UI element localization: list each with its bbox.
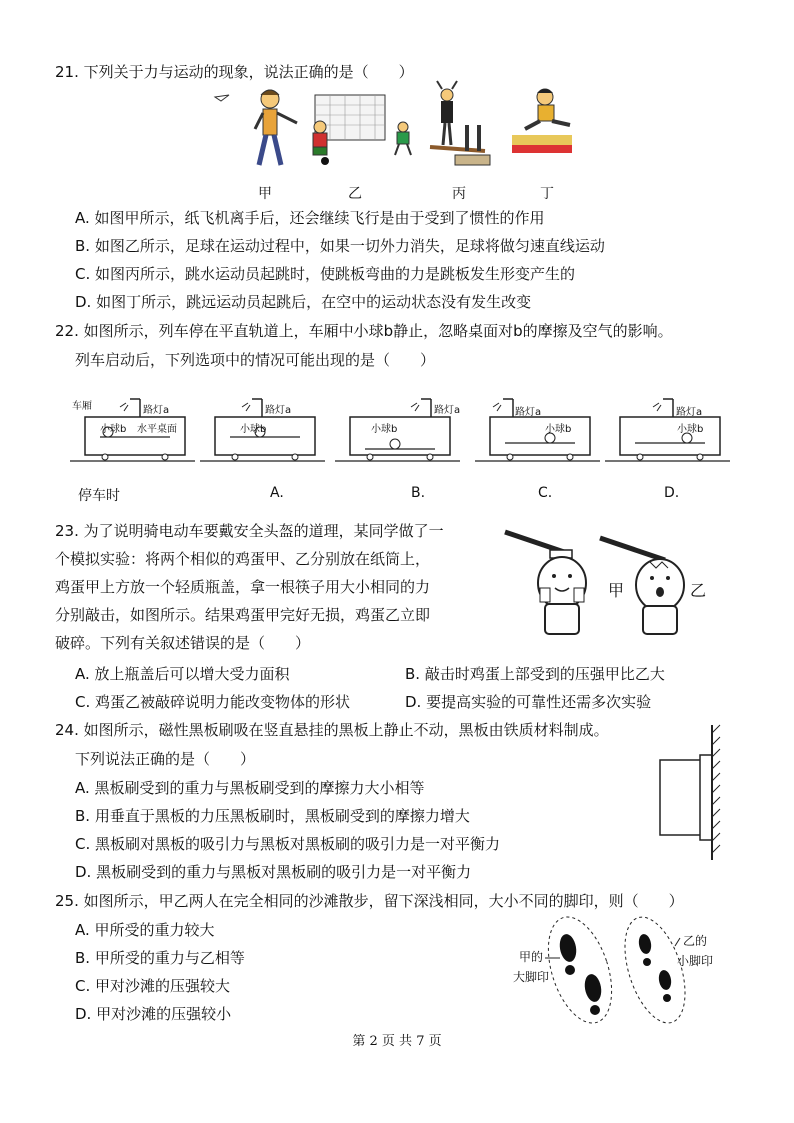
q23-option-b: B. 敲击时鸡蛋上部受到的压强甲比乙大 bbox=[405, 665, 665, 683]
ball-label: 小球b bbox=[100, 424, 127, 435]
q21-option-b: B. 如图乙所示，足球在运动过程中，如果一切外力消失，足球将做匀速直线运动 bbox=[75, 237, 605, 255]
q23-option-a: A. 放上瓶盖后可以增大受力面积 bbox=[75, 665, 290, 683]
springboard-diver-illustration bbox=[425, 85, 495, 175]
q22-figure-parked bbox=[70, 395, 195, 470]
q23-fig-label-jia: 甲 bbox=[608, 581, 625, 600]
ball-label: 小球b bbox=[677, 424, 704, 435]
q24-stem-line1: 24. 如图所示，磁性黑板刷吸在竖直悬挂的黑板上静止不动，黑板由铁质材料制成。 bbox=[55, 721, 609, 739]
q25-option-d: D. 甲对沙滩的压强较小 bbox=[75, 1005, 232, 1023]
car-label: 车厢 bbox=[72, 401, 92, 412]
lamp-label: 路灯a bbox=[515, 407, 542, 418]
q24-stem-line2: 下列说法正确的是（ ） bbox=[75, 750, 256, 768]
q22-caption-a: A. bbox=[270, 485, 284, 501]
q21-fig-label-yi: 乙 bbox=[348, 186, 362, 202]
q22-figure-b bbox=[335, 395, 460, 470]
q23-stem-line1: 23. 为了说明骑电动车要戴安全头盔的道理，某同学做了一 bbox=[55, 522, 444, 540]
q25-option-c: C. 甲对沙滩的压强较大 bbox=[75, 977, 231, 995]
footprints-figure bbox=[505, 918, 730, 1026]
q24-option-b: B. 用垂直于黑板的力压黑板刷时，黑板刷受到的摩擦力增大 bbox=[75, 807, 470, 825]
blackboard-brush-figure bbox=[655, 725, 735, 865]
jia-footprint-label-2: 大脚印 bbox=[513, 970, 550, 984]
ball-label: 小球b bbox=[371, 424, 398, 435]
q22-stem-line2: 列车启动后，下列选项中的情况可能出现的是（ ） bbox=[75, 351, 436, 369]
q21-fig-label-ding: 丁 bbox=[540, 186, 554, 202]
q22-caption-b: B. bbox=[411, 485, 426, 501]
q23-option-c: C. 鸡蛋乙被敲碎说明力能改变物体的形状 bbox=[75, 693, 351, 711]
q22-caption-parked: 停车时 bbox=[78, 488, 120, 504]
q23-stem-line2: 个模拟实验：将两个相似的鸡蛋甲、乙分别放在纸筒上， bbox=[55, 550, 431, 568]
lamp-label: 路灯a bbox=[143, 405, 170, 416]
q25-option-a: A. 甲所受的重力较大 bbox=[75, 921, 215, 939]
q22-stem-line1: 22. 如图所示，列车停在平直轨道上，车厢中小球b静止，忽略桌面对b的摩擦及空气的影响。 bbox=[55, 322, 673, 340]
q25-stem: 25. 如图所示，甲乙两人在完全相同的沙滩散步，留下深浅相同，大小不同的脚印，则（ ） bbox=[55, 892, 684, 910]
q23-option-d: D. 要提高实验的可靠性还需多次实验 bbox=[405, 693, 652, 711]
q22-figure-a bbox=[200, 395, 325, 470]
yi-footprint-label-1: 乙的 bbox=[683, 934, 708, 948]
long-jumper-illustration bbox=[510, 85, 590, 175]
q24-option-d: D. 黑板刷受到的重力与黑板对黑板刷的吸引力是一对平衡力 bbox=[75, 863, 472, 881]
q21-figure bbox=[215, 85, 585, 175]
q22-figure-d bbox=[605, 395, 730, 470]
q21-option-d: D. 如图丁所示，跳远运动员起跳后，在空中的运动状态没有发生改变 bbox=[75, 293, 532, 311]
q21-option-c: C. 如图丙所示，跳水运动员起跳时，使跳板弯曲的力是跳板发生形变产生的 bbox=[75, 265, 576, 283]
lamp-label: 路灯a bbox=[265, 405, 292, 416]
q21-fig-label-bing: 丙 bbox=[452, 186, 466, 202]
q23-stem-line3: 鸡蛋甲上方放一个轻质瓶盖，拿一根筷子用大小相同的力 bbox=[55, 578, 431, 596]
lamp-label: 路灯a bbox=[676, 407, 703, 418]
q24-option-a: A. 黑板刷受到的重力与黑板刷受到的摩擦力大小相等 bbox=[75, 779, 425, 797]
q25-option-b: B. 甲所受的重力与乙相等 bbox=[75, 949, 245, 967]
q23-fig-label-yi: 乙 bbox=[690, 581, 707, 600]
q23-stem-line4: 分别敲击，如图所示。结果鸡蛋甲完好无损，鸡蛋乙立即 bbox=[55, 606, 431, 624]
q21-stem: 21. 下列关于力与运动的现象，说法正确的是（ ） bbox=[55, 63, 414, 81]
football-goal-illustration bbox=[305, 85, 415, 175]
q22-figure-c bbox=[475, 395, 600, 470]
q24-option-c: C. 黑板刷对黑板的吸引力与黑板对黑板刷的吸引力是一对平衡力 bbox=[75, 835, 501, 853]
jia-footprint-label-1: 甲的 bbox=[519, 950, 544, 964]
q23-figure bbox=[500, 528, 707, 643]
paper-plane-boy-illustration bbox=[215, 85, 305, 175]
ball-label: 小球b bbox=[545, 424, 572, 435]
q23-stem-line5: 破碎。下列有关叙述错误的是（ ） bbox=[55, 634, 311, 652]
table-label: 水平桌面 bbox=[137, 424, 177, 435]
q21-option-a: A. 如图甲所示，纸飞机离手后，还会继续飞行是由于受到了惯性的作用 bbox=[75, 209, 545, 227]
ball-label: 小球b bbox=[240, 424, 267, 435]
lamp-label: 路灯a bbox=[434, 405, 461, 416]
q22-caption-c: C. bbox=[538, 485, 553, 501]
page-footer: 第 2 页 共 7 页 bbox=[352, 1034, 442, 1049]
q22-caption-d: D. bbox=[664, 485, 680, 501]
q21-fig-label-jia: 甲 bbox=[258, 186, 272, 202]
yi-footprint-label-2: 小脚印 bbox=[677, 954, 714, 968]
